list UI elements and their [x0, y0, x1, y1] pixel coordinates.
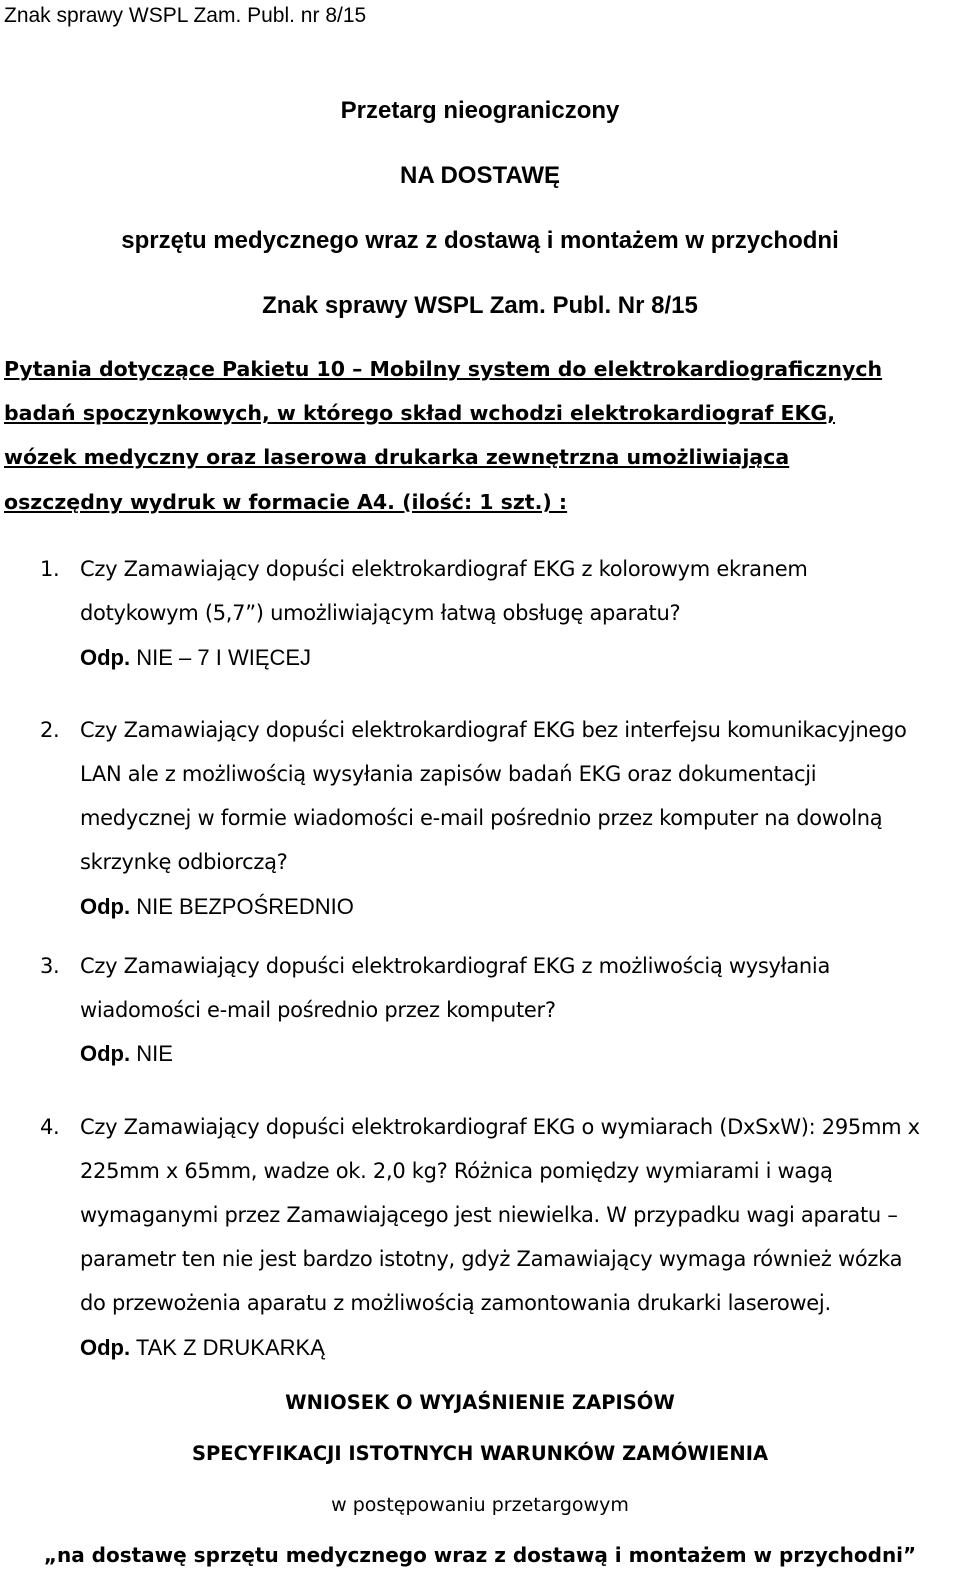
- question-line: do przewożenia aparatu z możliwością zamontowania drukarki laserowej.: [80, 1291, 831, 1315]
- answer-text: NIE – 7 I WIĘCEJ: [136, 645, 312, 670]
- answer-prefix: Odp.: [80, 1041, 131, 1066]
- answer-prefix: Odp.: [80, 1335, 131, 1360]
- answer: [80, 894, 354, 920]
- question-line: medycznej w formie wiadomości e-mail pośrednio przez komputer na dowolną: [80, 806, 883, 830]
- question-line: dotykowym (5,7”) umożliwiającym łatwą obsługę aparatu?: [80, 601, 681, 625]
- topic-line: Pytania dotyczące Pakietu 10 – Mobilny system do elektrokardiograficznych: [4, 357, 883, 381]
- specification-heading: SPECYFIKACJI ISTOTNYCH WARUNKÓW ZAMÓWIENIA: [191, 1442, 769, 1465]
- question-number: 4.: [40, 1115, 60, 1139]
- tender-type-heading: Przetarg nieograniczony: [340, 97, 620, 124]
- question-line: Czy Zamawiający dopuści elektrokardiograf EKG bez interfejsu komunikacyjnego: [80, 718, 907, 742]
- subject-heading: sprzętu medycznego wraz z dostawą i montażem w przychodni: [121, 227, 839, 254]
- answer-text: TAK Z DRUKARKĄ: [135, 1335, 325, 1360]
- answer-text: NIE BEZPOŚREDNIO: [136, 894, 354, 919]
- answer: [80, 1041, 173, 1067]
- document-reference: Znak sprawy WSPL Zam. Publ. nr 8/15: [4, 4, 367, 27]
- question-line: parametr ten nie jest bardzo istotny, gdyż Zamawiający wymaga również wózka: [80, 1247, 903, 1271]
- topic-line: wózek medyczny oraz laserowa drukarka zewnętrzna umożliwiająca: [4, 445, 790, 469]
- question-line: skrzynkę odbiorczą?: [80, 850, 288, 874]
- answer: [80, 1335, 325, 1361]
- request-heading: WNIOSEK O WYJAŚNIENIE ZAPISÓW: [285, 1391, 675, 1414]
- topic-line: oszczędny wydruk w formacie A4. (ilość: 1 szt.) :: [4, 490, 568, 514]
- question-line: Czy Zamawiający dopuści elektrokardiograf EKG z kolorowym ekranem: [80, 557, 808, 581]
- topic-line: badań spoczynkowych, w którego skład wchodzi elektrokardiograf EKG,: [4, 401, 836, 425]
- question-line: Czy Zamawiający dopuści elektrokardiograf EKG o wymiarach (DxSxW): 295mm x: [80, 1115, 920, 1139]
- question-number: 2.: [40, 718, 60, 742]
- procurement-title: „na dostawę sprzętu medycznego wraz z dostawą i montażem w przychodni”: [43, 1543, 917, 1567]
- answer: [80, 645, 311, 671]
- question-line: LAN ale z możliwością wysyłania zapisów badań EKG oraz dokumentacji: [80, 762, 817, 786]
- answer-prefix: Odp.: [80, 645, 131, 670]
- question-line: wymaganymi przez Zamawiającego jest niewielka. W przypadku wagi aparatu –: [80, 1203, 898, 1227]
- answer-text: NIE: [136, 1041, 173, 1066]
- procedure-text: w postępowaniu przetargowym: [331, 1494, 629, 1516]
- answer-prefix: Odp.: [80, 894, 131, 919]
- question-line: Czy Zamawiający dopuści elektrokardiograf EKG z możliwością wysyłania: [80, 954, 831, 978]
- question-line: wiadomości e-mail pośrednio przez komputer?: [80, 998, 556, 1022]
- question-line: 225mm x 65mm, wadze ok. 2,0 kg? Różnica pomiędzy wymiarami i wagą: [80, 1159, 833, 1183]
- case-number-heading: Znak sprawy WSPL Zam. Publ. Nr 8/15: [262, 292, 698, 319]
- delivery-heading: NA DOSTAWĘ: [400, 162, 560, 189]
- question-number: 1.: [40, 557, 60, 581]
- question-number: 3.: [40, 954, 60, 978]
